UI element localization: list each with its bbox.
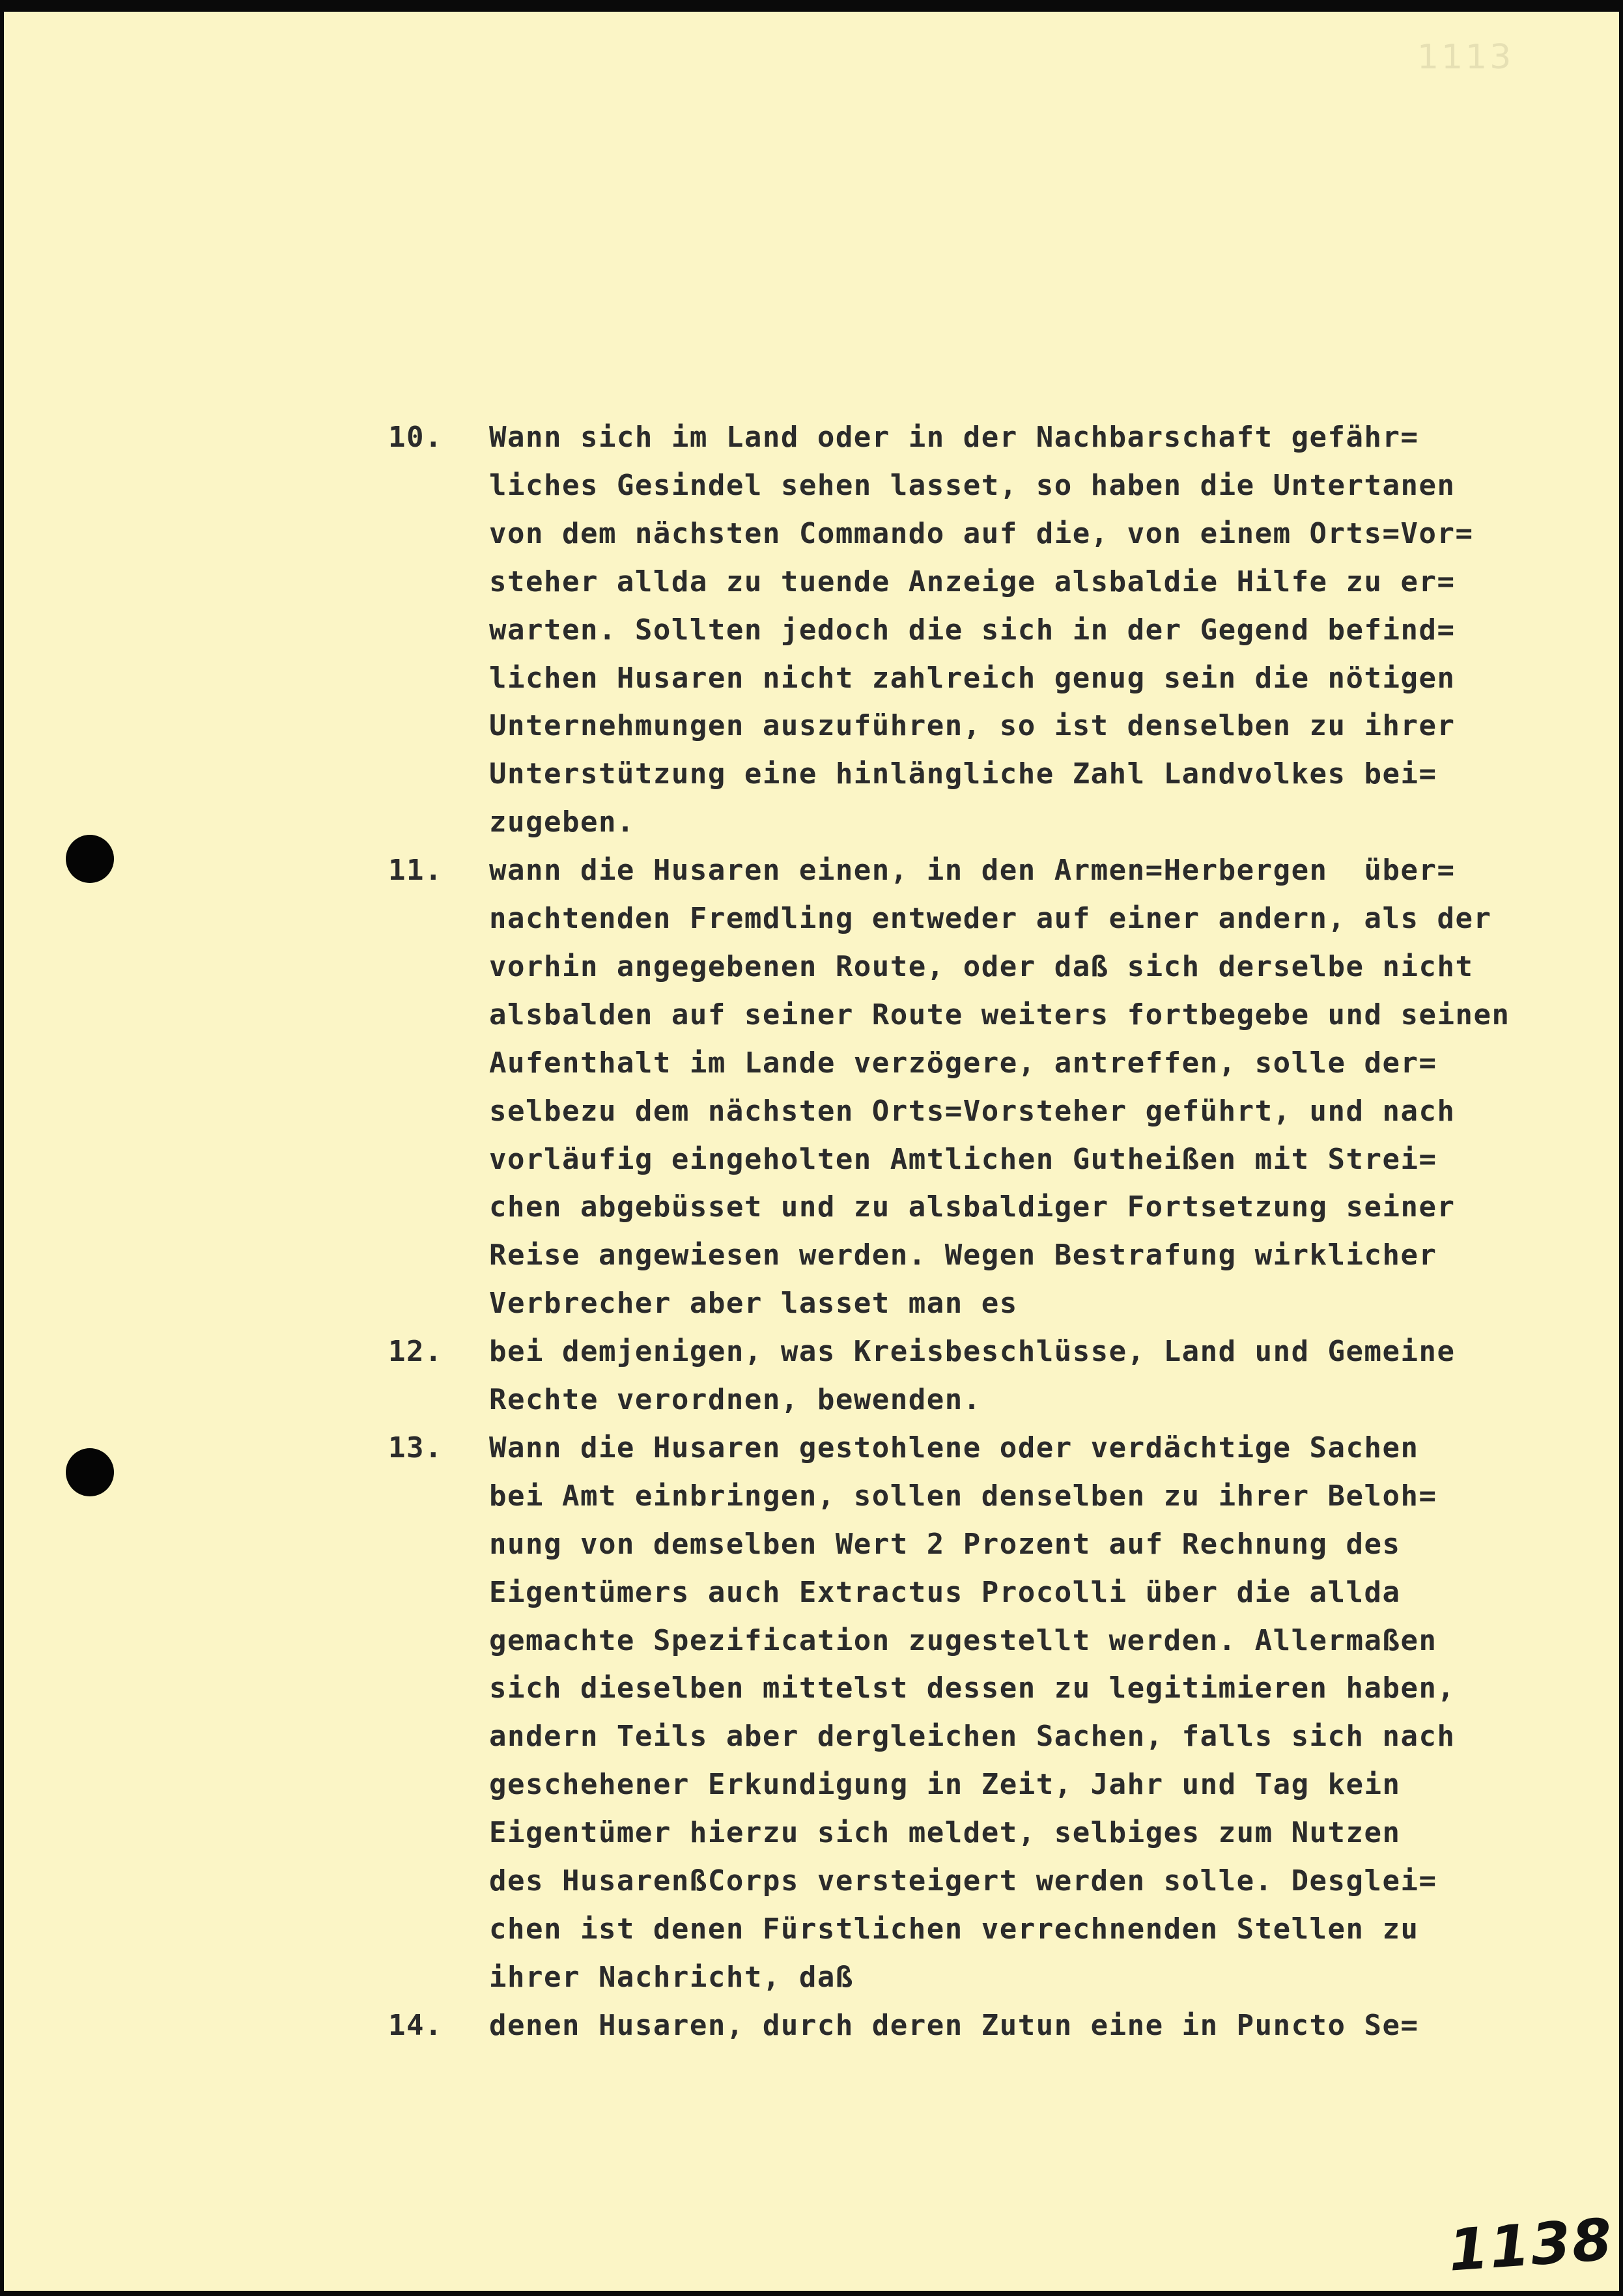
text-line: liches Gesindel sehen lasset, so haben die Untertanen [489, 468, 1456, 502]
text-line: selbezu dem nächsten Orts=Vorsteher geführt, und nach [489, 1094, 1456, 1128]
text-line: von dem nächsten Commando auf die, von einem Orts=Vor= [489, 516, 1474, 550]
paragraph-number: 12. [388, 1335, 443, 1369]
document-page [4, 12, 1619, 2291]
text-line: Verbrecher aber lasset man es [489, 1287, 1018, 1321]
text-line: geschehener Erkundigung in Zeit, Jahr und Tag kein [489, 1768, 1401, 1802]
text-line: nung von demselben Wert 2 Prozent auf Rechnung des [489, 1527, 1401, 1561]
text-line: Eigentümers auch Extractus Procolli über die allda [489, 1575, 1401, 1609]
punch-hole [66, 1448, 114, 1496]
text-line: Unterstützung eine hinlängliche Zahl Landvolkes bei= [489, 757, 1437, 791]
text-line: warten. Sollten jedoch die sich in der Gegend befind= [489, 613, 1456, 647]
punch-hole [66, 835, 114, 883]
paragraph-number: 11. [388, 854, 443, 888]
text-line: wann die Husaren einen, in den Armen=Herbergen über= [489, 854, 1456, 888]
text-line: steher allda zu tuende Anzeige alsbaldie Hilfe zu er= [489, 565, 1456, 598]
folio-number: 1138 [1446, 2205, 1616, 2284]
text-line: des HusarenßCorps versteigert werden solle. Desglei= [489, 1864, 1437, 1897]
text-line: ihrer Nachricht, daß [489, 1960, 854, 1994]
text-line: gemachte Spezification zugestellt werden. Allermaßen [489, 1623, 1437, 1657]
text-line: andern Teils aber dergleichen Sachen, falls sich nach [489, 1720, 1456, 1754]
text-line: Unternehmungen auszuführen, so ist denselben zu ihrer [489, 709, 1456, 743]
text-line: zugeben. [489, 805, 635, 839]
text-line: alsbalden auf seiner Route weiters fortbegebe und seinen [489, 998, 1510, 1031]
text-line: chen abgebüsset und zu alsbaldiger Fortsetzung seiner [489, 1190, 1456, 1224]
text-line: Wann die Husaren gestohlene oder verdächtige Sachen [489, 1431, 1419, 1464]
text-line: Aufenthalt im Lande verzögere, antreffen, solle der= [489, 1046, 1437, 1080]
text-line: vorläufig eingeholten Amtlichen Gutheißen mit Strei= [489, 1142, 1437, 1176]
text-line: sich dieselben mittelst dessen zu legitimieren haben, [489, 1672, 1456, 1705]
text-line: Reise angewiesen werden. Wegen Bestrafung wirklicher [489, 1239, 1437, 1272]
faint-archive-mark: 1113 [1417, 38, 1514, 77]
paragraph-number: 13. [388, 1431, 443, 1464]
text-line: chen ist denen Fürstlichen verrechnenden Stellen zu [489, 1912, 1419, 1946]
text-line: bei demjenigen, was Kreisbeschlüsse, Land und Gemeine [489, 1335, 1456, 1369]
paragraph-number: 10. [388, 421, 443, 454]
text-line: denen Husaren, durch deren Zutun eine in Puncto Se= [489, 2008, 1419, 2042]
text-line: Rechte verordnen, bewenden. [489, 1383, 981, 1416]
text-line: Eigentümer hierzu sich meldet, selbiges zum Nutzen [489, 1816, 1401, 1850]
text-line: lichen Husaren nicht zahlreich genug sein die nötigen [489, 661, 1456, 695]
text-line: bei Amt einbringen, sollen denselben zu ihrer Beloh= [489, 1479, 1437, 1513]
paragraph-number: 14. [388, 2008, 443, 2042]
text-line: nachtenden Fremdling entweder auf einer andern, als der [489, 902, 1492, 935]
text-line: vorhin angegebenen Route, oder daß sich derselbe nicht [489, 949, 1474, 983]
text-line: Wann sich im Land oder in der Nachbarschaft gefähr= [489, 421, 1419, 454]
